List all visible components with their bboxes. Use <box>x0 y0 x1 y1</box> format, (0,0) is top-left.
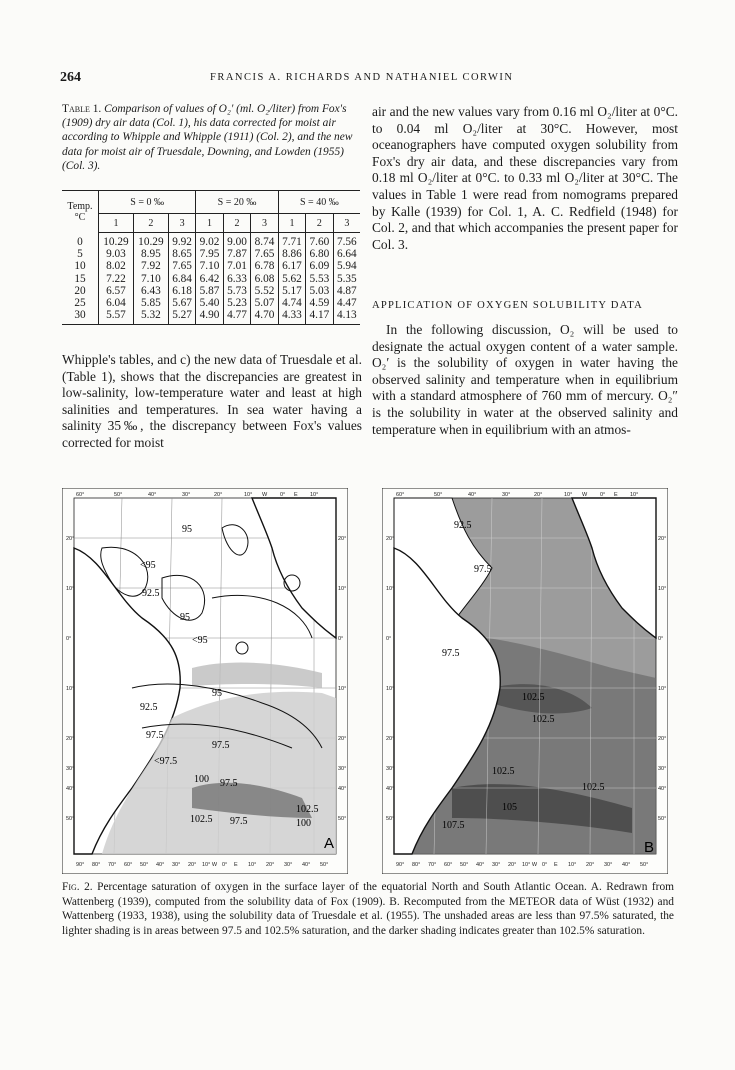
value-cell: 7.92 <box>133 260 168 272</box>
salinity-group-header: S = 20 ‰ <box>196 191 278 214</box>
value-cell: 7.71 <box>278 233 305 249</box>
table-caption-text: Comparison of values of O₂′ (ml. O₂/liter) from Fox's (1909) dry air data (Col. 1), his data corrected for moist air according to Whipple and Whipple (1911) (Col. 2), and the new data for moist air of Truesdale, Downing, and Lowden (1955) (Col. 3). <box>62 103 353 172</box>
map-tick: 20° <box>658 536 667 542</box>
value-cell: 5.35 <box>333 273 360 285</box>
temp-header: Temp. °C <box>62 191 99 233</box>
map-tick: 30° <box>658 766 667 772</box>
contour-label: 107.5 <box>442 820 465 831</box>
map-tick: 20° <box>586 862 595 868</box>
figure-caption-label: Fig. 2. <box>62 881 93 893</box>
value-cell: 6.18 <box>168 285 195 297</box>
map-tick: E <box>554 862 558 868</box>
map-tick: 50° <box>640 862 649 868</box>
value-cell: 5.53 <box>306 273 333 285</box>
table-caption-label: Table 1. <box>62 103 102 115</box>
value-cell: 6.17 <box>278 260 305 272</box>
map-tick: 10° W <box>522 862 538 868</box>
contour-label: 97.5 <box>442 648 460 659</box>
value-cell: 7.65 <box>251 248 278 260</box>
value-cell: 7.60 <box>306 233 333 249</box>
value-cell: 6.84 <box>168 273 195 285</box>
value-cell: 4.70 <box>251 309 278 325</box>
value-cell: 5.17 <box>278 285 305 297</box>
map-tick: 50° <box>386 816 395 822</box>
value-cell: 5.07 <box>251 297 278 309</box>
contour-label: 97.5 <box>474 564 492 575</box>
value-cell: 7.22 <box>99 273 134 285</box>
table-row <box>62 248 360 260</box>
value-cell: 5.03 <box>306 285 333 297</box>
contour-label: 92.5 <box>142 588 160 599</box>
map-panel-b <box>382 488 668 874</box>
value-cell: 6.43 <box>133 285 168 297</box>
map-tick: 0° <box>386 636 392 642</box>
table-caption <box>62 102 362 173</box>
column-number: 1 <box>278 214 305 233</box>
temp-cell: 10 <box>74 260 86 273</box>
map-tick: 30° <box>66 766 75 772</box>
value-cell: 4.17 <box>306 309 333 325</box>
left-paragraph: Whipple's tables, and c) the new data of Truesdale et al. (Table 1), shows that the discrepancies are greatest in low-salinity, low-temperature water and least at high salinities and temperatures. In sea water having a salinity 35‰, the discrepancy between Fox's values corrected for moist <box>62 352 362 450</box>
contour-label: 102.5 <box>296 804 319 815</box>
contour-label: 95 <box>182 524 192 535</box>
map-tick: 50° <box>434 492 443 498</box>
page-number: 264 <box>60 70 81 85</box>
value-cell: 8.02 <box>99 260 134 272</box>
map-tick: 10° <box>658 686 667 692</box>
contour-label: 92.5 <box>454 520 472 531</box>
map-tick: 60° <box>76 492 85 498</box>
value-cell: 5.27 <box>168 309 195 325</box>
map-tick: 40° <box>66 786 75 792</box>
temp-cell: 0 <box>77 235 83 248</box>
value-cell: 9.92 <box>168 233 195 249</box>
value-cell: 4.13 <box>333 309 360 325</box>
map-tick: 20° <box>66 736 75 742</box>
map-tick: 30° <box>284 862 293 868</box>
map-a-svg <box>62 488 348 874</box>
value-cell: 7.10 <box>133 273 168 285</box>
map-tick: 0° <box>338 636 344 642</box>
map-tick: 40° <box>468 492 477 498</box>
column-number: 3 <box>168 214 195 233</box>
map-tick: 10° <box>386 686 395 692</box>
map-tick: 20° <box>508 862 517 868</box>
map-tick: 90° <box>76 862 85 868</box>
map-tick: 0° <box>66 636 72 642</box>
map-tick: 40° <box>148 492 157 498</box>
map-tick: 40° <box>156 862 165 868</box>
map-tick: 0° <box>222 862 228 868</box>
map-tick: W <box>262 492 268 498</box>
table-row <box>62 273 360 285</box>
map-tick: 20° <box>66 536 75 542</box>
map-tick: 50° <box>114 492 123 498</box>
map-tick: 40° <box>622 862 631 868</box>
table-row <box>62 285 360 297</box>
map-tick: 10° <box>564 492 573 498</box>
salinity-group-header: S = 0 ‰ <box>99 191 196 214</box>
temp-cell: 5 <box>77 248 83 261</box>
map-tick: 90° <box>396 862 405 868</box>
map-tick: 20° <box>386 736 395 742</box>
contour-label: 92.5 <box>140 702 158 713</box>
map-tick: 30° <box>604 862 613 868</box>
contour-label: 102.5 <box>522 692 545 703</box>
map-tick: 20° <box>658 736 667 742</box>
map-tick: 40° <box>386 786 395 792</box>
map-tick: 50° <box>658 816 667 822</box>
map-tick: 30° <box>182 492 191 498</box>
value-cell: 6.78 <box>251 260 278 272</box>
value-cell: 6.09 <box>306 260 333 272</box>
map-tick: 10° <box>630 492 639 498</box>
value-cell: 5.23 <box>223 297 250 309</box>
temp-cell: 20 <box>74 284 86 297</box>
map-panel-a <box>62 488 348 874</box>
map-tick: 50° <box>140 862 149 868</box>
value-cell: 5.32 <box>133 309 168 325</box>
value-cell: 10.29 <box>133 233 168 249</box>
map-tick: 0° <box>280 492 286 498</box>
right-paragraph-1: air and the new values vary from 0.16 ml O₂/liter at 0°C. to 0.04 ml O₂/liter at 30°C. However, most oceanographers have computed oxygen solubility from Fox's dry air data, and these discrepancies vary from 0.18 ml O₂/liter at 0°C. to 0.33 ml O₂/liter at 30°C. The values in Table 1 were read from nomograms prepared by Kalle (1939) for Col. 1, A. C. Redfield (1948) for Col. 2, and that which accompanies the present paper for Col. 3. <box>372 104 678 252</box>
map-tick: 70° <box>108 862 117 868</box>
contour-label: 102.5 <box>492 766 515 777</box>
map-tick: 10° W <box>202 862 218 868</box>
map-tick: 80° <box>412 862 421 868</box>
map-tick: 50° <box>66 816 75 822</box>
panel-letter-b: B <box>644 839 655 856</box>
value-cell: 8.65 <box>168 248 195 260</box>
contour-label: 102.5 <box>582 782 605 793</box>
value-cell: 6.80 <box>306 248 333 260</box>
contour-label: 100 <box>194 774 209 785</box>
value-cell: 5.85 <box>133 297 168 309</box>
table-row <box>62 297 360 309</box>
value-cell: 6.08 <box>251 273 278 285</box>
map-tick: 10° <box>244 492 253 498</box>
salinity-group-header: S = 40 ‰ <box>278 191 360 214</box>
map-tick: 70° <box>428 862 437 868</box>
map-tick: 10° <box>338 586 347 592</box>
value-cell: 9.00 <box>223 233 250 249</box>
map-tick: 10° <box>658 586 667 592</box>
value-cell: 10.29 <box>99 233 134 249</box>
value-cell: 7.65 <box>168 260 195 272</box>
value-cell: 5.57 <box>99 309 134 325</box>
value-cell: 7.87 <box>223 248 250 260</box>
map-tick: 40° <box>658 786 667 792</box>
map-tick: E <box>614 492 618 498</box>
map-tick: 50° <box>320 862 329 868</box>
map-tick: 20° <box>188 862 197 868</box>
column-number: 2 <box>133 214 168 233</box>
value-cell: 6.57 <box>99 285 134 297</box>
value-cell: 4.59 <box>306 297 333 309</box>
map-tick: W <box>582 492 588 498</box>
map-tick: 20° <box>338 536 347 542</box>
value-cell: 5.87 <box>196 285 223 297</box>
section-heading: APPLICATION OF OXYGEN SOLUBILITY DATA <box>372 300 643 311</box>
value-cell: 9.03 <box>99 248 134 260</box>
value-cell: 4.90 <box>196 309 223 325</box>
value-cell: 6.04 <box>99 297 134 309</box>
value-cell: 8.86 <box>278 248 305 260</box>
value-cell: 7.56 <box>333 233 360 249</box>
map-tick: 30° <box>502 492 511 498</box>
map-tick: 50° <box>338 816 347 822</box>
map-tick: 60° <box>124 862 133 868</box>
page-header <box>60 70 680 86</box>
column-number: 3 <box>251 214 278 233</box>
value-cell: 8.95 <box>133 248 168 260</box>
contour-label: <95 <box>192 635 208 646</box>
map-tick: 60° <box>396 492 405 498</box>
value-cell: 4.74 <box>278 297 305 309</box>
map-tick: 10° <box>66 686 75 692</box>
contour-label: 105 <box>502 802 517 813</box>
column-number: 1 <box>99 214 134 233</box>
map-tick: 0° <box>600 492 606 498</box>
contour-label: 97.5 <box>230 816 248 827</box>
temp-cell: 15 <box>74 272 86 285</box>
map-tick: 20° <box>338 736 347 742</box>
map-tick: 40° <box>476 862 485 868</box>
map-tick: 30° <box>492 862 501 868</box>
map-tick: 20° <box>534 492 543 498</box>
value-cell: 4.33 <box>278 309 305 325</box>
map-tick: 10° <box>248 862 257 868</box>
value-cell: 6.42 <box>196 273 223 285</box>
value-cell: 7.01 <box>223 260 250 272</box>
value-cell: 4.47 <box>333 297 360 309</box>
value-cell: 6.33 <box>223 273 250 285</box>
contour-label: 102.5 <box>532 714 555 725</box>
value-cell: 5.67 <box>168 297 195 309</box>
figure-caption-text: Percentage saturation of oxygen in the surface layer of the equatorial North and South Atlantic Ocean. A. Redrawn from Wattenberg (1939), computed from the solubility data of Fox (1909). B. Recomputed from the METEOR data of Wüst (1932) and Wattenberg (1933, 1938), using the solubility data of Truesdale et al. (1955). The unshaded areas are less than 97.5% saturated, the lighter shading is in areas between 97.5 and 102.5% saturation, and the darker shading indicates greater than 102.5% saturation. <box>62 881 674 937</box>
map-tick: 10° <box>568 862 577 868</box>
map-tick: E <box>294 492 298 498</box>
value-cell: 4.77 <box>223 309 250 325</box>
contour-label: 102.5 <box>190 814 213 825</box>
map-tick: 10° <box>66 586 75 592</box>
contour-label: 97.5 <box>212 740 230 751</box>
table-body <box>62 233 360 325</box>
value-cell: 4.87 <box>333 285 360 297</box>
panel-letter-a: A <box>324 835 335 852</box>
value-cell: 5.94 <box>333 260 360 272</box>
map-tick: 30° <box>172 862 181 868</box>
map-tick: 40° <box>302 862 311 868</box>
map-tick: 20° <box>266 862 275 868</box>
value-cell: 5.73 <box>223 285 250 297</box>
map-tick: 10° <box>310 492 319 498</box>
map-tick: 20° <box>214 492 223 498</box>
table-row <box>62 260 360 272</box>
map-b-svg <box>382 488 668 874</box>
value-cell: 7.10 <box>196 260 223 272</box>
map-tick: 60° <box>444 862 453 868</box>
map-tick: 80° <box>92 862 101 868</box>
map-tick: 20° <box>386 536 395 542</box>
map-tick: 30° <box>386 766 395 772</box>
value-cell: 5.52 <box>251 285 278 297</box>
value-cell: 7.95 <box>196 248 223 260</box>
contour-label: 95 <box>180 612 190 623</box>
value-cell: 5.40 <box>196 297 223 309</box>
contour-label: 95 <box>212 688 222 699</box>
contour-label: 97.5 <box>220 778 238 789</box>
figure-caption <box>62 880 674 938</box>
table-row <box>62 309 360 325</box>
column-number: 2 <box>223 214 250 233</box>
column-number: 1 <box>196 214 223 233</box>
contour-label: <95 <box>140 560 156 571</box>
value-cell: 8.74 <box>251 233 278 249</box>
map-tick: E <box>234 862 238 868</box>
map-tick: 0° <box>658 636 664 642</box>
temp-cell: 25 <box>74 297 86 310</box>
map-tick: 30° <box>338 766 347 772</box>
value-cell: 6.64 <box>333 248 360 260</box>
contour-label: 97.5 <box>146 730 164 741</box>
contour-label: 100 <box>296 818 311 829</box>
column-number: 3 <box>333 214 360 233</box>
table-row <box>62 233 360 249</box>
running-head: FRANCIS A. RICHARDS AND NATHANIEL CORWIN <box>210 72 514 83</box>
right-paragraph-2: In the following discussion, O₂ will be used to designate the actual oxygen content of a water sample. O₂′ is the solubility of oxygen in water having the observed salinity and temperature when in equilibrium with a standard atmosphere of 760 mm of mercury. O₂″ is the solubility in water at the observed salinity and temperature when in equilibrium with an atmos- <box>372 322 678 437</box>
value-cell: 5.62 <box>278 273 305 285</box>
map-tick: 10° <box>386 586 395 592</box>
solubility-table <box>62 190 360 325</box>
map-tick: 0° <box>542 862 548 868</box>
temp-cell: 30 <box>62 309 99 325</box>
map-tick: 40° <box>338 786 347 792</box>
map-tick: 50° <box>460 862 469 868</box>
contour-label: <97.5 <box>154 756 178 767</box>
column-number: 2 <box>306 214 333 233</box>
map-tick: 10° <box>338 686 347 692</box>
value-cell: 9.02 <box>196 233 223 249</box>
